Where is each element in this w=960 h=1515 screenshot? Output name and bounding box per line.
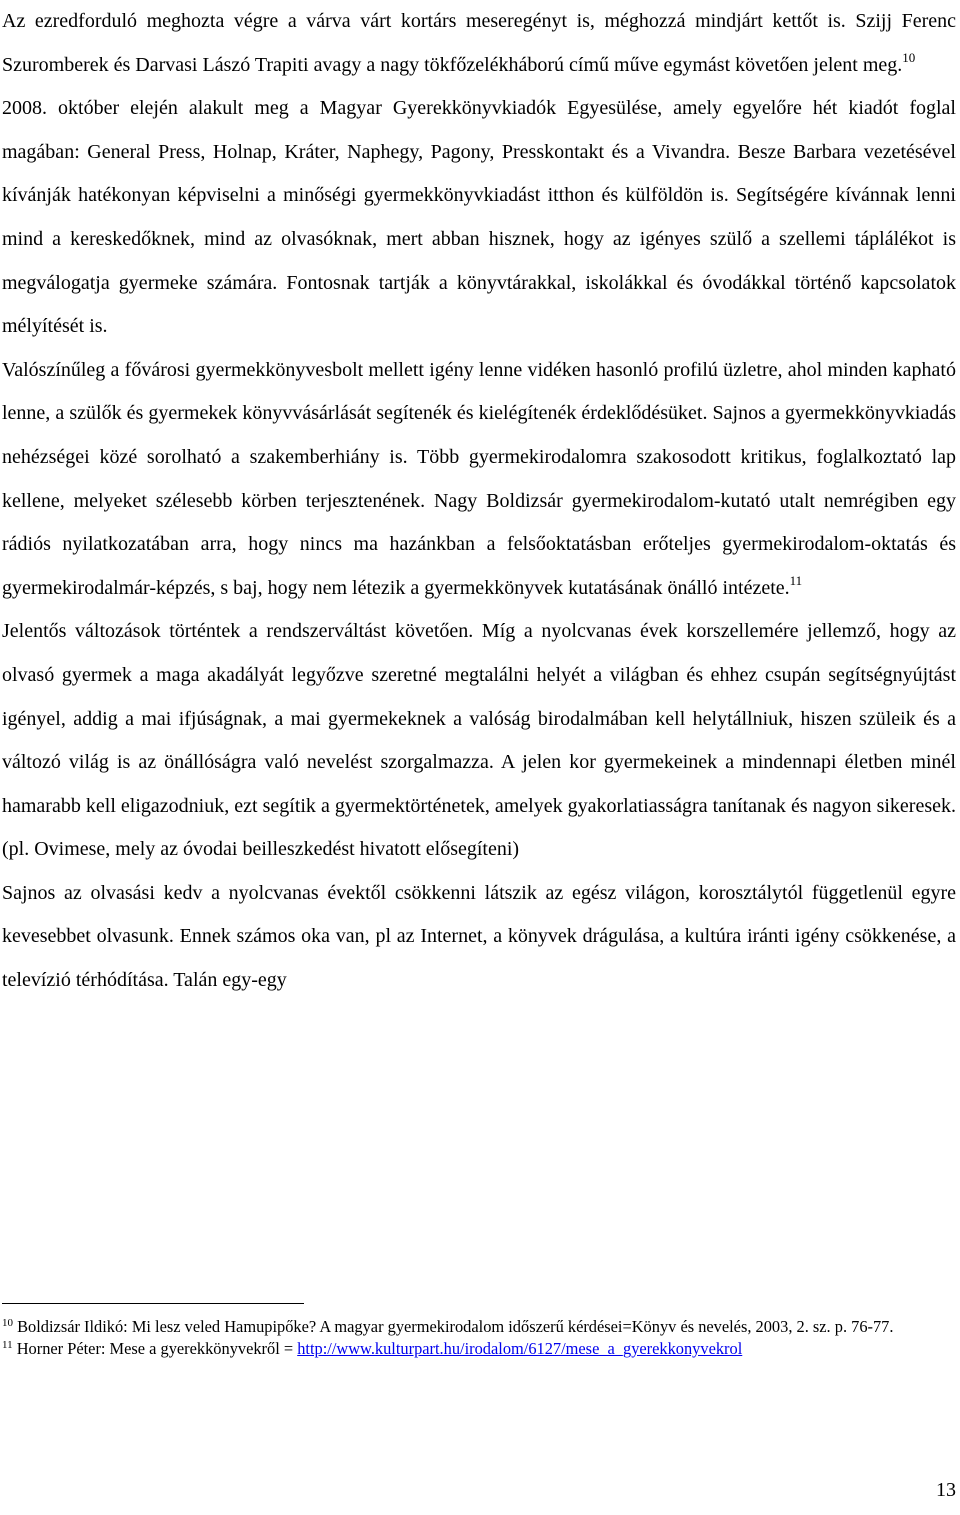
paragraph-3-text: Valószínűleg a fővárosi gyermekkönyvesbolt mellett igény lenne vidéken hasonló profilú üzletre, ahol minden kapható lenne, a szülők és gyermekek könyvvásárlását segítenék és kielégítenék érdeklődésüket. Sajnos a gyermekkönyvkiadás nehézségei közé sorolható a szakemberhiány is. Több gyermekirodalomra szakosodott kritikus, foglalkoztató lap kellene, melyeket szélesebb körben terjesztenének. Nagy Boldizsár gyermekirodalom-kutató utalt nemrégiben egy rádiós nyilatkozatában arra, hogy nincs ma hazánkban a felsőoktatásban erőteljes gyermekirodalom-oktatás és gyermekirodalmár-képzés, s baj, hogy nem létezik a gyermekkönyvek kutatásának önálló intézete. <box>2 358 956 599</box>
footnote-reference-10[interactable]: 10 <box>902 49 916 65</box>
footnote-10 <box>2 1316 956 1338</box>
footnotes <box>2 1316 956 1360</box>
body-text <box>2 0 956 1003</box>
footnote-reference-11[interactable]: 11 <box>789 572 803 588</box>
paragraph-1 <box>2 0 956 87</box>
paragraph-1-text: Az ezredforduló meghozta végre a várva várt kortárs meseregényt is, méghozzá mindjárt kettőt is. Szijj Ferenc Szuromberek és Darvasi Lászó Trapiti avagy a nagy tökfőzelékháború című műve egymást követően jelent meg. <box>2 10 956 76</box>
paragraph-4: Jelentős változások történtek a rendszerváltást követően. Míg a nyolcvanas évek korszellemére jellemző, hogy az olvasó gyermek a maga akadályát legyőzve szeretné megtalálni helyét a világban és ehhez csupán segítségnyújtást igényel, addig a mai ifjúságnak, a mai gyermekeknek a valóság birodalmában kell helytállniuk, hiszen szüleik és a változó világ is az önállóságra való nevelést szorgalmazza. A jelen kor gyermekeinek a mindennapi életben minél hamarabb kell eligazodniuk, ezt segítik a gyermektörténetek, amelyek gyakorlatiasságra tanítanak és nagyon sikeresek. (pl. Ovimese, mely az óvodai beilleszkedést hivatott elősegíteni) <box>2 620 956 861</box>
paragraph-5: Sajnos az olvasási kedv a nyolcvanas évektől csökkenni látszik az egész világon, korosztálytól függetlenül egyre kevesebbet olvasunk. Ennek számos oka van, pl az Internet, a könyvek drágulása, a kultúra iránti igény csökkenése, a televízió térhódítása. Talán egy-egy <box>2 881 956 992</box>
footnote-mark-10: 10 <box>2 1317 13 1329</box>
footnote-10-text: Boldizsár Ildikó: Mi lesz veled Hamupipőke? A magyar gyermekirodalom időszerű kérdései=Könyv és nevelés, 2003, 2. sz. p. 76-77. <box>17 1317 894 1336</box>
footnote-11-link[interactable]: http://www.kulturpart.hu/irodalom/6127/mese_a_gyerekkonyvekrol <box>297 1339 743 1358</box>
footnote-separator <box>2 1303 304 1304</box>
paragraph-3 <box>2 349 956 611</box>
paragraph-2: 2008. október elején alakult meg a Magyar Gyerekkönyvkiadók Egyesülése, amely egyelőre hét kiadót foglal magában: General Press, Holnap, Kráter, Naphegy, Pagony, Presskontakt és a Vivandra. Besze Barbara vezetésével kívánják hatékonyan képviselni a minőségi gyermekkönyvkiadást itthon és külföldön is. Segítségére kívánnak lenni mind a kereskedőknek, mind az olvasóknak, mert abban hisznek, hogy az igényes szülő a szellemi táplálékot is megválogatja gyermeke számára. Fontosnak tartják a könyvtárakkal, iskolákkal és óvodákkal történő kapcsolatok mélyítését is. <box>2 97 956 338</box>
footnote-11-text: Horner Péter: Mese a gyerekkönyvekről = <box>16 1339 298 1358</box>
footnote-11 <box>2 1338 956 1360</box>
footnote-mark-11: 11 <box>2 1339 13 1351</box>
page-number: 13 <box>936 1479 956 1501</box>
